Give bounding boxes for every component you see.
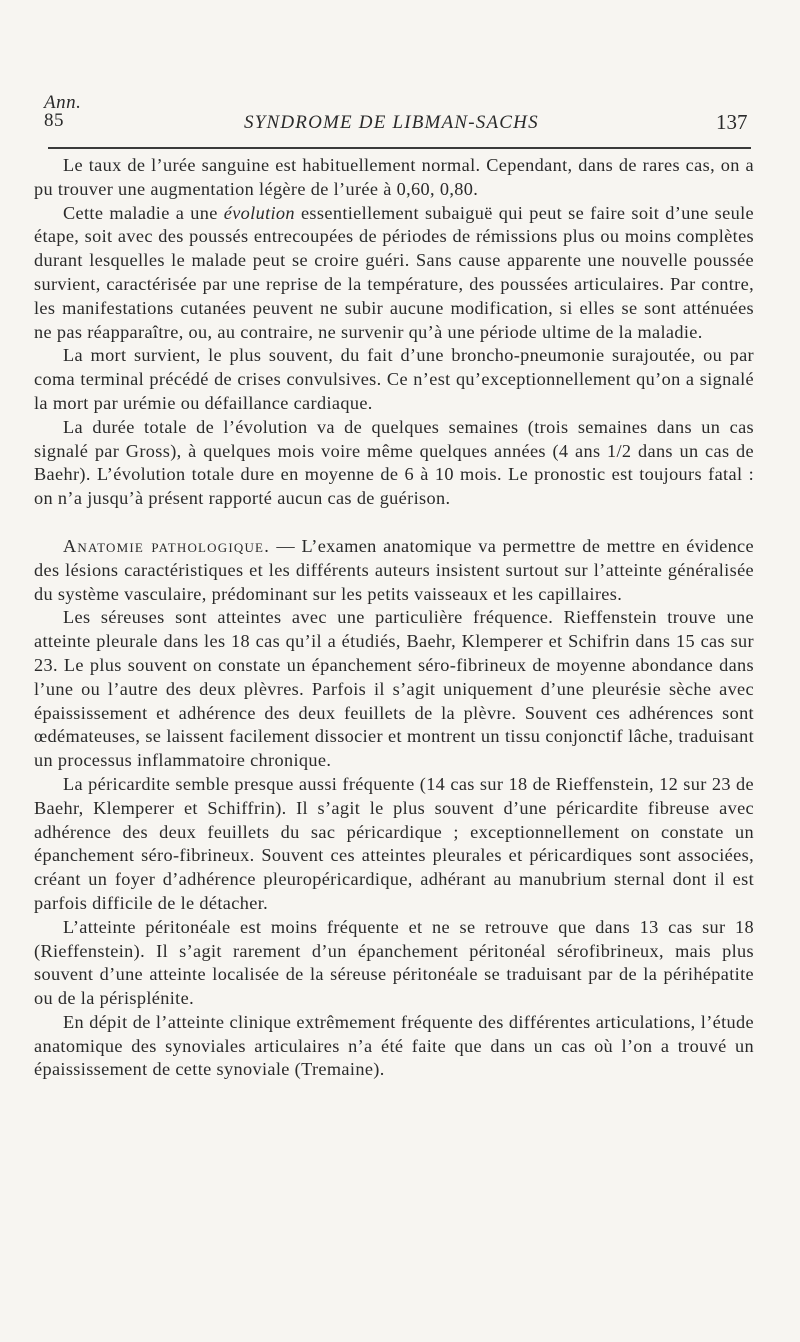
paragraph: En dépit de l’atteinte clinique extrêmement fréquente des différentes articulations, l’étude anatomique des synoviales articulaires n’a été faite que dans un cas où l’on a trouvé un épaississement de cette synoviale (Tremaine). bbox=[34, 1011, 754, 1080]
header-rule bbox=[48, 147, 751, 149]
running-title: SYNDROME DE LIBMAN-SACHS bbox=[244, 112, 539, 133]
paragraph: L’atteinte péritonéale est moins fréquente et ne se retrouve que dans 13 cas sur 18 (Rieffenstein). Il s’agit rarement d’un épanchement péritonéal sérofibrineux, mais plus souvent d’une atteinte localisée de la séreuse péritonéale se traduisant par de la périhépatite ou de la périsplénite. bbox=[34, 916, 754, 1009]
paragraph: La mort survient, le plus souvent, du fait d’une broncho-pneumonie surajoutée, ou par coma terminal précédé de crises convulsives. Ce n’est qu’exceptionnellement qu’on a signalé la mort par urémie ou défaillance cardiaque. bbox=[34, 345, 754, 413]
page-number: 137 bbox=[716, 110, 748, 134]
section-heading: Anatomie pathologique. bbox=[63, 535, 270, 556]
paragraph: Le taux de l’urée sanguine est habituellement normal. Cependant, dans de rares cas, on a pu trouver une augmentation légère de l’urée à 0,60, 0,80. bbox=[34, 155, 754, 199]
paragraph: La péricardite semble presque aussi fréquente (14 cas sur 18 de Rieffenstein, 12 sur 23 de Baehr, Klemperer et Schiffrin). Il s’agit le plus souvent d’une péricardite fibreuse avec adhérence des deux feuillets du sac péricardique ; exceptionnellement on constate un épanchement séro-fibrineux. Souvent ces atteintes pleurales et péricardiques sont associées, créant un foyer d’adhérence pleuropéricardique, adhérant au manubrium sternal dont il est parfois difficile de le détacher. bbox=[34, 773, 754, 913]
journal-abbreviation: Ann. bbox=[44, 92, 82, 113]
journal-reference bbox=[44, 94, 81, 130]
paragraph: Les séreuses sont atteintes avec une particulière fréquence. Rieffenstein trouve une atteinte pleurale dans les 18 cas qu’il a étudiés, Baehr, Klemperer et Schifrin dans 15 cas sur 23. Le plus souvent on constate un épanchement séro-fibrineux de moyenne abondance dans l’une ou l’autre des deux plèvres. Parfois il s’agit uniquement d’une pleurésie sèche avec épaississement et adhérence des deux feuillets de la plèvre. Souvent ces adhérences sont œdémateuses, se laissent facilement dissocier et montrent un tissu conjonctif lâche, traduisant un processus inflammatoire chronique. bbox=[34, 607, 754, 771]
body-text bbox=[34, 154, 754, 1082]
emphasis: évolution bbox=[223, 202, 295, 223]
paragraph: Cette maladie a une évolution essentiellement subaiguë qui peut se faire soit d’une seule étape, soit avec des poussés entrecoupées de périodes de rémissions plus ou moins complètes durant lesquelles le malade peut se croire guéri. Sans cause apparente une nouvelle poussée survient, caractérisée par une reprise de la température, des poussées articulaires. Par contre, les manifestations cutanées peuvent ne subir aucune modification, si elles se sont atténuées ne pas réapparaître, ou, au contraire, ne survenir qu’à une période ultime de la maladie. bbox=[34, 202, 754, 342]
volume-number: 85 bbox=[44, 110, 64, 131]
section-paragraph: Anatomie pathologique. — L’examen anatomique va permettre de mettre en évidence des lésions caractéristiques et les différents auteurs insistent surtout sur l’atteinte généralisée du système vasculaire, prédominant sur les petits vaisseaux et les capillaires. bbox=[34, 535, 754, 604]
paragraph: La durée totale de l’évolution va de quelques semaines (trois semaines dans un cas signalé par Gross), à quelques mois voire même quelques années (4 ans 1/2 dans un cas de Baehr). L’évolution totale dure en moyenne de 6 à 10 mois. Le pronostic est toujours fatal : on n’a jusqu’à présent rapporté aucun cas de guérison. bbox=[34, 416, 754, 509]
